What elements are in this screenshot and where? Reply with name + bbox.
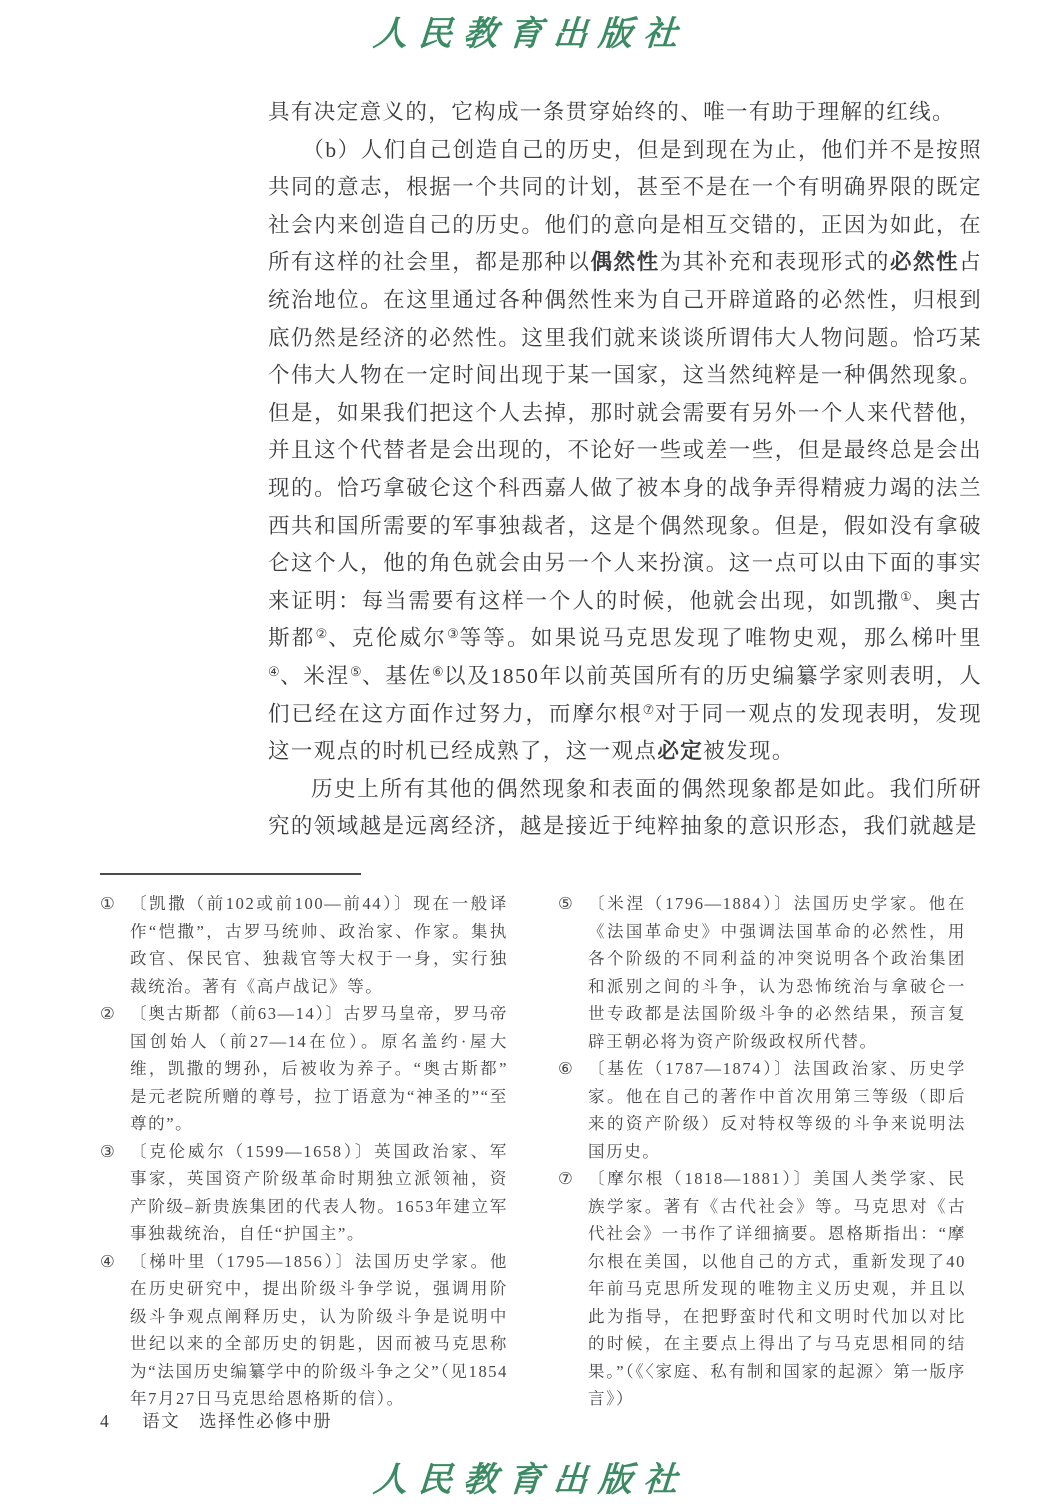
- publisher-logo-top: 人民教育出版社: [371, 16, 690, 53]
- body-text-run: 为其补充和表现形式的: [659, 250, 890, 275]
- footnote-item: [558, 890, 966, 1055]
- footnote-item: [100, 890, 508, 1000]
- body-text-run: 具有决定意义的，它构成一条贯穿始终的、唯一有助于理解的红线。: [268, 100, 956, 124]
- footnote-number: ⑦: [558, 1169, 573, 1188]
- footnote-number: ⑥: [558, 1059, 573, 1078]
- footnote-text: 〔奥古斯都（前63—14）〕古罗马皇帝，罗马帝国创始人（前27—14在位）。原名盖约·屋大维，凯撒的甥孙，后被收为养子。“奥古斯都”是元老院所赠的尊号，拉丁语意为“神圣的”“至尊的”。: [130, 1004, 508, 1133]
- paragraph: [268, 771, 982, 846]
- footnote-divider: [100, 873, 361, 875]
- footnote-column-right: [558, 890, 966, 1413]
- footnote-ref: ①: [900, 588, 913, 604]
- footnote-item: [558, 1165, 966, 1413]
- footnote-ref: ⑥: [431, 663, 445, 679]
- bold-term: 必然性: [889, 250, 960, 275]
- body-text-run: 、克伦威尔: [328, 626, 448, 651]
- body-text-run: 、米涅: [280, 663, 350, 688]
- body-text-run: 对于同一观点的发现表明，发现这一观点的时机已经成熟了，这一观点: [268, 701, 982, 764]
- main-text: [268, 94, 982, 846]
- body-text-run: 、基佐: [362, 663, 432, 688]
- footnote-column-left: [100, 890, 508, 1413]
- publisher-logo-bottom: 人民教育出版社: [371, 1462, 690, 1499]
- body-text-run: （b）人们自己创造自己的历史，但是到现在为止，他们并不是按照共同的意志，根据一个共同的计划，甚至不是在一个有明确界限的既定社会内来创造自己的历史。他们的意向是相互交错的，正因为如此，在所有这样的社会里，都是那种以: [268, 137, 982, 275]
- body-text-run: 历史上所有其他的偶然现象和表面的偶然现象都是如此。我们所研究的领域越是远离经济，越是接近于纯粹抽象的意识形态，我们就越是: [268, 776, 982, 839]
- page-footer: [100, 1408, 332, 1433]
- body-text-run: 占统治地位。在这里通过各种偶然性来为自己开辟道路的必然性，归根到底仍然是经济的必然性。这里我们就来谈谈所谓伟大人物问题。恰巧某个伟大人物在一定时间出现于某一国家，这当然纯粹是一种偶然现象。但是，如果我们把这个人去掉，那时就会需要有另外一个人来代替他，并且这个代替者是会出现的，不论好一些或差一些，但是最终总是会出现的。恰巧拿破仑这个科西嘉人做了被本身的战争弄得精疲力竭的法兰西共和国所需要的军事独裁者，这是个偶然现象。但是，假如没有拿破仑这个人，他的角色就会由另一个人来扮演。这一点可以由下面的事实来证明：每当需要有这样一个人的时候，他就会出现，如凯撒: [268, 250, 982, 613]
- body-text-run: 以及1850年以前英国所有的历史编纂学家则表明，人们已经在这方面作过努力，而摩尔根: [268, 663, 983, 726]
- body-text-run: 等等。如果说马克思发现了唯物史观，那么梯叶里: [459, 626, 982, 651]
- footnote-item: [100, 1138, 508, 1248]
- body-text-run: 被发现。: [703, 739, 795, 764]
- footnote-number: ②: [100, 1004, 115, 1023]
- footnote-number: ③: [100, 1141, 115, 1161]
- footnote-number: ⑤: [558, 894, 573, 913]
- footnote-number: ④: [100, 1251, 115, 1271]
- footnote-text: 〔凯撒（前102或前100—前44）〕现在一般译作“恺撒”，古罗马统帅、政治家、作家。集执政官、保民官、独裁官等大权于一身，实行独裁统治。著有《高卢战记》等。: [130, 894, 508, 996]
- footnote-text: 〔米涅（1796—1884）〕法国历史学家。他在《法国革命史》中强调法国革命的必然性，用各个阶级的不同利益的冲突说明各个政治集团和派别之间的斗争，认为恐怖统治与拿破仑一世专政都是法国阶级斗争的必然结果，预言复辟王朝必将为资产阶级政权所代替。: [588, 894, 966, 1051]
- body-text-run: 、奥古斯都: [268, 588, 983, 651]
- footnote-ref: ②: [315, 626, 329, 642]
- footnote-text: 〔摩尔根（1818—1881）〕美国人类学家、民族学家。著有《古代社会》等。马克思对《古代社会》一书作了详细摘要。恩格斯指出：“摩尔根在美国，以他自己的方式，重新发现了40年前马克思所发现的唯物主义历史观，并且以此为指导，在把野蛮时代和文明时代加以对比的时候，在主要点上得出了与马克思相同的结果。”（《〈家庭、私有制和国家的起源〉第一版序言》）: [588, 1169, 966, 1408]
- paragraph: [268, 94, 982, 132]
- footnote-ref: ⑤: [349, 663, 363, 679]
- footnote-text: 〔梯叶里（1795—1856）〕法国历史学家。他在历史研究中，提出阶级斗争学说，强调用阶级斗争观点阐释历史，认为阶级斗争是说明中世纪以来的全部历史的钥匙，因而被马克思称为“法国历史编纂学中的阶级斗争之父”（见1854年7月27日马克思给恩格斯的信）。: [130, 1251, 508, 1408]
- bold-term: 必定: [657, 739, 704, 764]
- paragraph: [268, 132, 982, 771]
- footnote-ref: ③: [447, 626, 460, 642]
- page-number: 4: [100, 1411, 111, 1431]
- bold-term: 偶然性: [590, 250, 660, 275]
- footnote-item: [558, 1055, 966, 1165]
- footnote-number: ①: [100, 894, 115, 913]
- footnote-item: [100, 1248, 508, 1413]
- footnotes-section: [100, 890, 966, 1413]
- footnote-text: 〔克伦威尔（1599—1658）〕英国政治家、军事家，英国资产阶级革命时期独立派领袖，资产阶级–新贵族集团的代表人物。1653年建立军事独裁统治，自任“护国主”。: [130, 1141, 508, 1243]
- footnote-ref: ⑦: [642, 701, 655, 717]
- footnote-text: 〔基佐（1787—1874）〕法国政治家、历史学家。他在自己的著作中首次用第三等级（即后来的资产阶级）反对特权等级的斗争来说明法国历史。: [588, 1059, 966, 1161]
- footnote-item: [100, 1000, 508, 1138]
- footnote-ref: ④: [268, 663, 281, 679]
- book-title: 语文 选择性必修中册: [142, 1411, 333, 1431]
